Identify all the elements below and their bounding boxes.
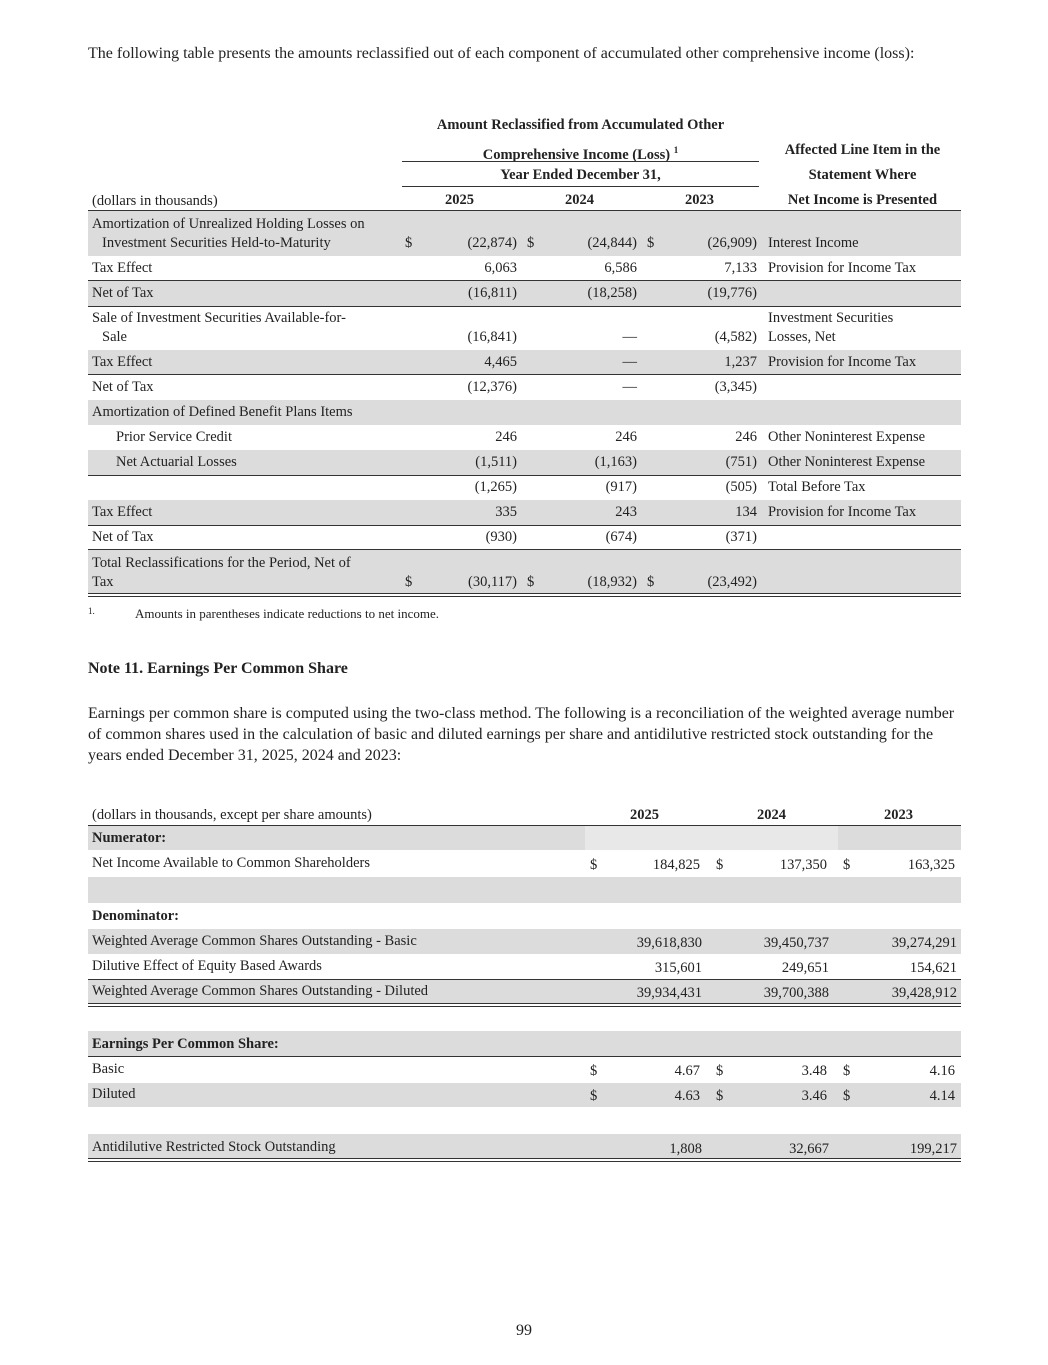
value-2023: (4,582) [714, 329, 757, 345]
value-2023: (371) [725, 529, 757, 545]
affected-line-item: Other Noninterest Expense [768, 429, 926, 445]
currency-sign: $ [843, 1063, 851, 1079]
units-label: (dollars in thousands, except per share amounts) [92, 807, 372, 823]
currency-sign: $ [527, 235, 535, 251]
value-2023: (751) [725, 454, 757, 470]
header-rule [402, 161, 759, 162]
note-title: Note 11. Earnings Per Common Share [88, 660, 348, 677]
row-label: Net Actuarial Losses [116, 454, 237, 470]
currency-sign: $ [527, 574, 535, 590]
row-band [838, 826, 961, 850]
value-2023: 4.16 [929, 1063, 955, 1079]
value-2024: 249,651 [781, 960, 829, 976]
group-header-line2: Comprehensive Income (Loss) $^1$ [482, 145, 679, 163]
row-label: Weighted Average Common Shares Outstanding - Basic [92, 933, 417, 949]
value-2023: 246 [735, 429, 757, 445]
value-2025: (930) [485, 529, 517, 545]
col-2025: 2025 [630, 807, 659, 823]
row-label: Net of Tax [92, 529, 154, 545]
value-2023: 163,325 [907, 857, 955, 873]
value-2025: (16,811) [468, 285, 517, 301]
affected-line-item: Other Noninterest Expense [768, 454, 926, 470]
value-2023: 199,217 [909, 1141, 957, 1157]
value-2025: (1,265) [474, 479, 517, 495]
value-2023: (26,909) [707, 235, 757, 251]
value-2024: (18,258) [587, 285, 637, 301]
row-band [88, 1083, 961, 1107]
affected-line-item: Total Before Tax [768, 479, 866, 495]
value-2023: 4.14 [929, 1088, 955, 1104]
value-2024: (18,932) [587, 574, 637, 590]
value-2023: (505) [725, 479, 757, 495]
value-2023: 7,133 [724, 260, 757, 276]
units-label: (dollars in thousands) [92, 193, 218, 209]
row-rule [88, 525, 961, 526]
row-label: Sale [102, 329, 127, 345]
double-rule [88, 1158, 961, 1162]
currency-sign: $ [590, 857, 598, 873]
currency-sign: $ [716, 1088, 724, 1104]
value-2023: 39,274,291 [891, 935, 957, 951]
currency-sign: $ [843, 1088, 851, 1104]
currency-sign: $ [647, 235, 655, 251]
page-number: 99 [516, 1322, 532, 1339]
header-rule [402, 186, 759, 187]
row-label: Dilutive Effect of Equity Based Awards [92, 958, 322, 974]
value-2024: 3.48 [801, 1063, 827, 1079]
affected-line-item: Provision for Income Tax [768, 354, 917, 370]
double-rule [88, 1003, 961, 1007]
value-2024: — [622, 354, 637, 370]
affected-header-1: Affected Line Item in the [784, 142, 941, 158]
value-2025: 315,601 [654, 960, 702, 976]
value-2025: (16,841) [467, 329, 517, 345]
row-rule [88, 280, 961, 281]
currency-sign: $ [647, 574, 655, 590]
row-label: Basic [92, 1061, 125, 1077]
row-rule [88, 374, 961, 375]
eps-header: Earnings Per Common Share: [92, 1036, 279, 1052]
value-2023: 134 [735, 504, 757, 520]
row-label: Amortization of Defined Benefit Plans Items [92, 404, 353, 420]
value-2024: (674) [605, 529, 637, 545]
value-2023: 1,237 [724, 354, 757, 370]
value-2025: 4,465 [484, 354, 517, 370]
value-2024: 39,700,388 [763, 985, 829, 1001]
col-2023: 2023 [685, 192, 714, 208]
row-label: Diluted [92, 1086, 136, 1102]
currency-sign: $ [590, 1063, 598, 1079]
row-label: Sale of Investment Securities Available-for- [92, 310, 346, 326]
affected-line-item: Losses, Net [768, 329, 836, 345]
value-2025: 39,618,830 [636, 935, 702, 951]
row-label: Antidilutive Restricted Stock Outstanding [92, 1139, 336, 1155]
value-2025: 335 [495, 504, 517, 520]
row-label: Tax Effect [92, 260, 153, 276]
affected-header-2: Statement Where [808, 167, 917, 183]
value-2025: 6,063 [484, 260, 517, 276]
value-2025: 1,808 [669, 1141, 702, 1157]
currency-sign: $ [843, 857, 851, 873]
value-2023: 154,621 [909, 960, 957, 976]
numerator-label: Numerator: [92, 830, 167, 846]
value-2025: (12,376) [467, 379, 517, 395]
value-2023: (23,492) [707, 574, 757, 590]
value-2024: (24,844) [587, 235, 637, 251]
value-2024: — [622, 379, 637, 395]
affected-line-item: Investment Securities [768, 310, 894, 326]
note-paragraph: Earnings per common share is computed using the two-class method. The following is a reconciliation of the weighted average number of common shares used in the calculation of basic and diluted earnings per share and antidilutive restricted stock outstanding for the years ended December 31, 2025, 2024 and 2023: [88, 705, 955, 764]
value-2025: (22,874) [467, 235, 517, 251]
value-2025: 184,825 [652, 857, 700, 873]
value-2024: (1,163) [594, 454, 637, 470]
row-label: Net Income Available to Common Shareholders [92, 855, 370, 871]
value-2024: 32,667 [789, 1141, 829, 1157]
value-2025: (30,117) [468, 574, 517, 590]
value-2023: 39,428,912 [891, 985, 957, 1001]
col-2024: 2024 [565, 192, 594, 208]
col-2025: 2025 [445, 192, 474, 208]
row-band [88, 877, 961, 903]
row-label: Tax [92, 574, 114, 590]
row-label: Tax Effect [92, 504, 153, 520]
row-rule [88, 1056, 961, 1057]
row-rule [88, 306, 961, 307]
value-2024: 3.46 [801, 1088, 827, 1104]
value-2024: 243 [615, 504, 637, 520]
row-label: Weighted Average Common Shares Outstanding - Diluted [92, 983, 429, 999]
value-2024: 39,450,737 [763, 935, 829, 951]
intro-paragraph: The following table presents the amounts reclassified out of each component of accumulated other comprehensive income (loss): [88, 45, 915, 62]
value-2024: 246 [615, 429, 637, 445]
row-label: Total Reclassifications for the Period, Net of [92, 555, 351, 571]
row-rule [88, 549, 961, 550]
row-label: Net of Tax [92, 285, 154, 301]
affected-line-item: Provision for Income Tax [768, 260, 917, 276]
affected-line-item: Interest Income [768, 235, 859, 251]
row-rule [88, 475, 961, 476]
value-2023: (3,345) [714, 379, 757, 395]
value-2024: — [622, 329, 637, 345]
currency-sign: $ [405, 235, 413, 251]
row-label: Net of Tax [92, 379, 154, 395]
affected-line-item: Provision for Income Tax [768, 504, 917, 520]
value-2025: 4.67 [674, 1063, 700, 1079]
currency-sign: $ [590, 1088, 598, 1104]
row-label: Tax Effect [92, 354, 153, 370]
value-2025: 39,934,431 [636, 985, 702, 1001]
row-label: Amortization of Unrealized Holding Losses on [92, 216, 365, 232]
row-band [585, 826, 838, 850]
affected-header-3: Net Income is Presented [787, 192, 938, 208]
row-label: Prior Service Credit [116, 429, 232, 445]
currency-sign: $ [716, 1063, 724, 1079]
value-2025: 246 [495, 429, 517, 445]
row-label: Investment Securities Held-to-Maturity [102, 235, 331, 251]
row-rule [88, 979, 961, 980]
col-2023: 2023 [884, 807, 913, 823]
year-header: Year Ended December 31, [500, 167, 661, 183]
group-header-line1: Amount Reclassified from Accumulated Other [436, 117, 725, 133]
value-2025: 4.63 [674, 1088, 700, 1104]
value-2024: (917) [605, 479, 637, 495]
value-2023: (19,776) [707, 285, 757, 301]
table-bottom-double-rule [88, 593, 961, 597]
currency-sign: $ [716, 857, 724, 873]
col-2024: 2024 [757, 807, 786, 823]
value-2024: 6,586 [604, 260, 637, 276]
footnote-text: Amounts in parentheses indicate reductions to net income. [135, 606, 439, 621]
currency-sign: $ [405, 574, 413, 590]
value-2024: 137,350 [779, 857, 827, 873]
denominator-label: Denominator: [92, 908, 179, 924]
footnote-number: 1. [88, 606, 95, 616]
value-2025: (1,511) [475, 454, 517, 470]
footnote-marker: 1 [673, 145, 679, 155]
